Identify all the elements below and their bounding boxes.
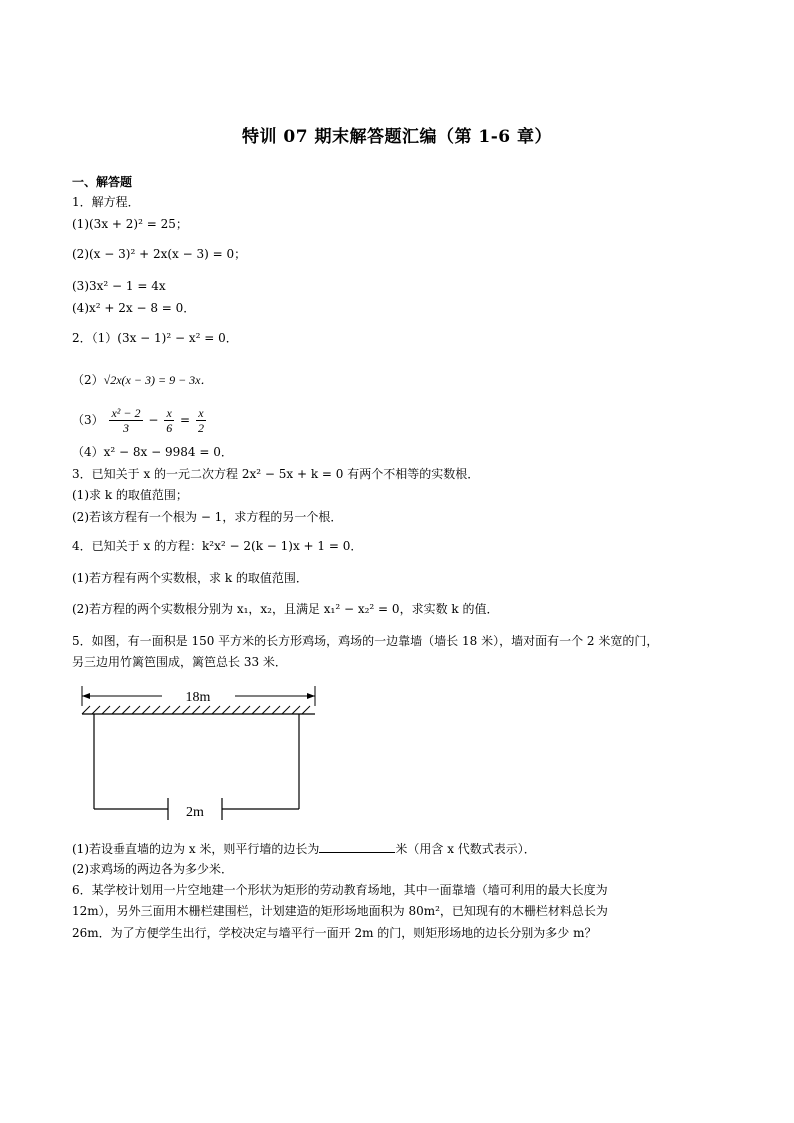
q4-part1: (1)若方程有两个实数根，求 k 的取值范围． (72, 571, 308, 585)
minus-sign: − (148, 413, 159, 427)
arrow-right-icon (307, 693, 315, 699)
q1-part3: (3)3x² − 1 = 4x (72, 279, 166, 293)
q5-part1-text-after: 米（用含 x 代数式表示）． (395, 842, 536, 856)
q6-line2: 12m），另外三面用木栅栏建围栏，计划建造的矩形场地面积为 80m²，已知现有的木栅栏材料总长为 (72, 904, 608, 918)
answer-blank[interactable] (319, 840, 395, 853)
hatch-stroke (252, 706, 260, 714)
hatch-stroke (112, 706, 120, 714)
q3-part2: (2)若该方程有一个根为 − 1，求方程的另一个根． (72, 510, 343, 524)
q2-part1: 2．（1）(3x − 1)² − x² = 0． (72, 331, 238, 345)
hatch-stroke (292, 706, 300, 714)
hatch-stroke (302, 706, 310, 714)
hatch-stroke (132, 706, 140, 714)
hatch-stroke (82, 706, 90, 714)
hatch-stroke (272, 706, 280, 714)
q2-part2 (72, 372, 213, 388)
fraction (196, 406, 206, 435)
arrow-left-icon (82, 693, 90, 699)
equals-sign: = (180, 413, 191, 427)
chicken-coop-diagram (72, 680, 332, 830)
wall-hatching (82, 706, 310, 714)
fraction-numerator: x² − 2 (111, 406, 141, 420)
q1-part2: (2)(x − 3)² + 2x(x − 3) = 0； (72, 247, 247, 261)
q2-part3-label: （3） (72, 413, 104, 427)
q5-part1 (72, 840, 536, 857)
hatch-stroke (262, 706, 270, 714)
q5-part2: (2)求鸡场的两边各为多少米． (72, 862, 233, 876)
hatch-stroke (192, 706, 200, 714)
hatch-stroke (242, 706, 250, 714)
q2-part2-expression: √2x(x − 3) = 9 − 3x． (103, 373, 213, 387)
q3-stem: 3．已知关于 x 的一元二次方程 2x² − 5x + k = 0 有两个不相等的实数根． (72, 467, 480, 481)
hatch-stroke (142, 706, 150, 714)
fraction-denominator: 3 (122, 421, 129, 435)
fraction (164, 406, 174, 435)
q6-line3: 26m．为了方便学生出行，学校决定与墙平行一面开 2m 的门，则矩形场地的边长分别为多少 m？ (72, 926, 597, 940)
door-width-label: 2m (186, 805, 204, 820)
q1-part1: (1)(3x + 2)² = 25； (72, 217, 188, 231)
hatch-stroke (172, 706, 180, 714)
hatch-stroke (202, 706, 210, 714)
q1-part4: (4)x² + 2x − 8 = 0． (72, 301, 196, 315)
q2-part4: （4）x² − 8x − 9984 = 0． (72, 445, 233, 459)
hatch-stroke (152, 706, 160, 714)
q5-stem-line1: 5．如图，有一面积是 150 平方米的长方形鸡场，鸡场的一边靠墙（墙长 18 米），墙对面有一个 2 米宽的门， (72, 634, 659, 648)
fraction-numerator: x (196, 406, 206, 421)
q4-stem: 4．已知关于 x 的方程：k²x² − 2(k − 1)x + 1 = 0． (72, 539, 363, 553)
q2-part3 (72, 404, 208, 436)
hatch-stroke (222, 706, 230, 714)
q5-part1-text: (1)若设垂直墙的边为 x 米，则平行墙的边长为 (72, 842, 320, 856)
fraction (109, 406, 142, 435)
q5-stem-line2: 另三边用竹篱笆围成，篱笆总长 33 米． (72, 655, 287, 669)
q3-part1: (1)求 k 的取值范围； (72, 488, 188, 502)
q6-line1: 6．某学校计划用一片空地建一个形状为矩形的劳动教育场地，其中一面靠墙（墙可利用的最大长度为 (72, 883, 608, 897)
hatch-stroke (232, 706, 240, 714)
hatch-stroke (212, 706, 220, 714)
hatch-stroke (102, 706, 110, 714)
q4-part2: (2)若方程的两个实数根分别为 x₁，x₂，且满足 x₁² − x₂² = 0，求实数 k 的值． (72, 602, 499, 616)
section-heading: 一、解答题 (72, 175, 133, 189)
q1-stem: 1．解方程． (72, 195, 140, 209)
q2-part2-label: （2） (72, 373, 104, 387)
hatch-stroke (162, 706, 170, 714)
hatch-stroke (92, 706, 100, 714)
fraction-denominator: 6 (166, 421, 173, 435)
page-title: 特训 07 期末解答题汇编（第 1-6 章） (241, 127, 553, 147)
fraction-numerator: x (164, 406, 174, 421)
wall-length-label: 18m (185, 690, 211, 705)
fraction-denominator: 2 (197, 421, 204, 435)
hatch-stroke (122, 706, 130, 714)
hatch-stroke (182, 706, 190, 714)
hatch-stroke (282, 706, 290, 714)
